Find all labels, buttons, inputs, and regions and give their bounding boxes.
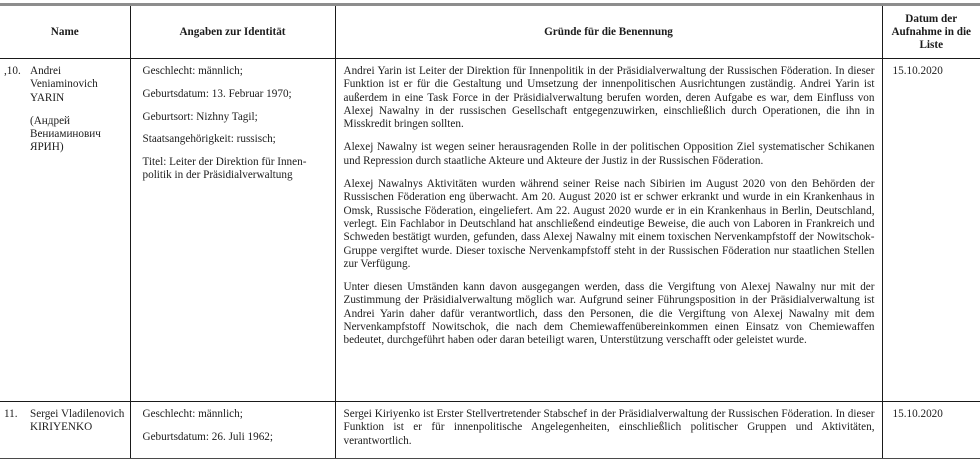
identity-item: Staatsangehörigkeit: russisch;	[142, 133, 276, 146]
name-inner	[4, 65, 127, 165]
identity-item: Geburtsdatum: 13. Februar 1970;	[142, 87, 292, 100]
reasons-cell	[335, 59, 882, 402]
sanctions-table-wrapper	[0, 3, 980, 459]
reason-paragraph: Unter diesen Umständen kann davon ausgegangen werden, dass die Vergiftung von Alexej Nawalny nur mit der Zustimmung der Präsidialverwaltung möglich war. Aufgrund seiner Führungsposition in der Präsidialverwaltung ist Andrei Yarin daher dafür verantwortlich, dass den Personen, die die Vergiftung von Alexej Nawalny mit dem Nervenkampfstoff Nowitschok, die nach dem Chemiewaffenübereinkommen einen Einsatz von Chemiewaffen bedeutet, durchgeführt haben oder daran beteiligt waren, Unterstützung verschafft oder geleistet wurde.	[343, 281, 875, 347]
identity-item: Geschlecht: männlich;	[142, 65, 243, 77]
identity-cell	[130, 402, 335, 459]
date-cell	[882, 59, 980, 402]
document-page	[0, 3, 980, 459]
listing-date: 15.10.2020	[892, 408, 943, 420]
reason-paragraph: Alexej Nawalnys Aktivitäten wurden während seiner Reise nach Sibirien im August 2020 von den Behörden der Russischen Föderation eng überwacht. Am 20. August 2020 ist er schwer erkrankt und wurde in ein Krankenhaus in Omsk, Russische Föderation, eingeliefert. Am 22. August 2020 wurde er in ein Krankenhaus in Berlin, Deutschland, verlegt. Ein Fachlabor in Deutschland hat anschließend eindeutige Beweise, die auch von Laboren in Frankreich und Schweden bestätigt wurden, gefunden, dass Alexej Nawalny mit einem toxischen Nervenkampfstoff der Nowitschok-Gruppe vergiftet wurde. Dieser toxische Nervenkampfstoff steht in der Russischen Föderation nur staatlichen Stellen zur Verfügung.	[343, 178, 875, 270]
identity-item: Titel: Leiter der Direktion für Innenpolitik in der Präsidialverwaltung	[142, 156, 307, 182]
reason-paragraph: Andrei Yarin ist Leiter der Direktion für Innenpolitik in der Präsidialverwaltung der Russischen Föderation. In dieser Funktion ist er für die Gestaltung und Umsetzung der innenpolitischen Ausrichtungen zuständig. Andrei Yarin ist außerdem in eine Task Force in der Präsidialverwaltung berufen worden, deren Aufgabe es war, dem Einfluss von Alexej Nawalny in der russischen Gesellschaft entgegenzuwirken, einschließlich durch Operationen, die ihn in Misskredit bringen sollten.	[343, 65, 875, 131]
table-row	[0, 402, 980, 459]
name-inner	[4, 408, 127, 445]
sanctions-listing-table	[0, 6, 980, 458]
header-cell-date: Datum der Aufnahme in die Liste	[882, 6, 980, 59]
table-header-row	[0, 6, 980, 59]
reason-paragraph: Sergei Kiriyenko ist Erster Stellvertretender Stabschef in der Präsidialverwaltung der Russischen Föderation. In dieser Funktion ist er für innenpolitische Angelegenheiten, einschließlich politischer Gruppen und Aktivitäten, verantwortlich.	[343, 408, 875, 447]
identity-item: Geburtsdatum: 26. Juli 1962;	[142, 430, 274, 443]
identity-item: Geschlecht: männlich;	[142, 408, 243, 420]
name-latin: Andrei Veniaminovich YARIN	[30, 65, 98, 104]
name-block	[30, 408, 127, 445]
name-latin: Sergei Vladilenovich KIRIYENKO	[30, 408, 125, 434]
identity-item: Geburtsort: Nizhny Tagil;	[142, 110, 258, 123]
name-cell	[0, 59, 130, 402]
name-block	[30, 65, 127, 165]
entry-number: 11.	[4, 408, 18, 420]
date-cell	[882, 402, 980, 459]
header-cell-name: Name	[0, 6, 130, 59]
name-cell	[0, 402, 130, 459]
table-row	[0, 59, 980, 402]
listing-date: 15.10.2020	[892, 65, 943, 77]
reasons-cell	[335, 402, 882, 459]
header-cell-identity: Angaben zur Identität	[130, 6, 335, 59]
name-cyrillic: (Андрей Вениаминович ЯРИН)	[30, 114, 101, 154]
identity-cell	[130, 59, 335, 402]
header-cell-reasons: Gründe für die Benennung	[335, 6, 882, 59]
entry-number: ,10.	[4, 65, 21, 77]
reason-paragraph: Alexej Nawalny ist wegen seiner herausragenden Rolle in der politischen Opposition Ziel systematischer Schikanen und Repression durch staatliche Akteure und Akteure der Justiz in der Russischen Föderation.	[343, 141, 875, 167]
